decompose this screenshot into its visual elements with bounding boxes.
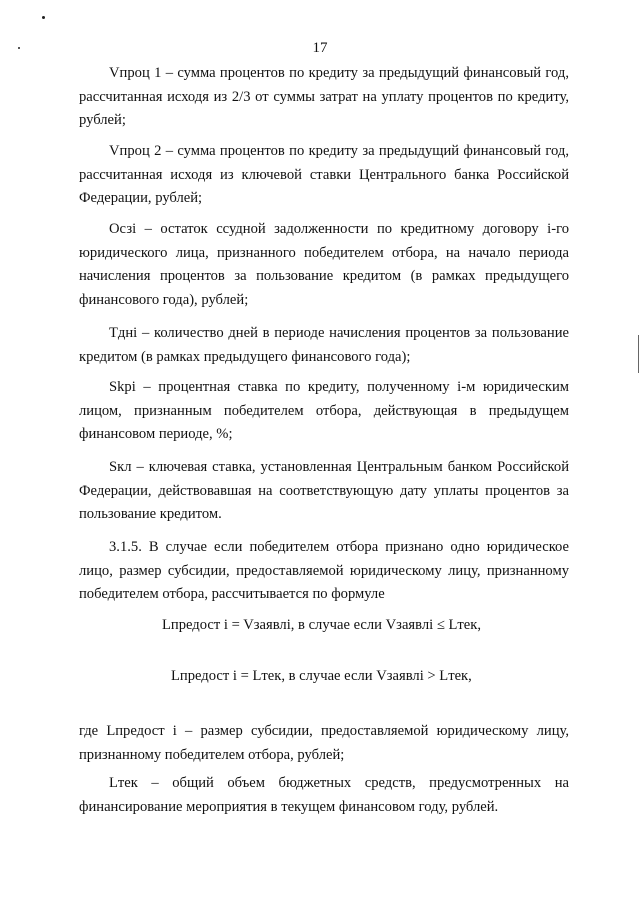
formula-2: Lпредост i = Lтек, в случае если Vзаявлi > Lтек, [171, 668, 472, 684]
definition-oszi: Осзi – остаток ссудной задолженности по кредитному договору i-го юридического лица, признанного победителем отбора, на начало периода начисления процентов за пользование кредитом (в рамках предыдущего финансового года), рублей; [79, 221, 569, 308]
definition-vproc1: Vпроц 1 – сумма процентов по кредиту за предыдущий финансовый год, рассчитанная исходя из 2/3 от суммы затрат на уплату процентов по кредиту, рублей; [79, 65, 569, 128]
scan-edge-line [638, 335, 639, 373]
scan-speck [42, 16, 45, 19]
definition-ltek: Lтек – общий объем бюджетных средств, предусмотренных на финансирование мероприятия в текущем финансовом году, рублей. [79, 775, 569, 815]
definition-skpi: Skрi – процентная ставка по кредиту, полученному i-м юридическим лицом, признанным победителем отбора, действующая в предыдущем финансовом периоде, %; [79, 379, 569, 442]
definition-vproc2: Vпроц 2 – сумма процентов по кредиту за предыдущий финансовый год, рассчитанная исходя из ключевой ставки Центрального банка Российской Федерации, рублей; [79, 143, 569, 206]
clause-3-1-5: 3.1.5. В случае если победителем отбора признано одно юридическое лицо, размер субсидии, предоставляемой юридическому лицу, признанному победителем отбора, рассчитывается по формуле [79, 539, 569, 602]
definition-skl: Sкл – ключевая ставка, установленная Центральным банком Российской Федерации, действовавшая на соответствующую дату уплаты процентов за пользование кредитом. [79, 459, 569, 522]
formula-1: Lпредост i = Vзаявлi, в случае если Vзаявлi ≤ Lтек, [162, 617, 481, 633]
page-number: 17 [312, 40, 328, 56]
definition-lpredost: где Lпредост i – размер субсидии, предоставляемой юридическому лицу, признанному победителем отбора, рублей; [79, 723, 569, 763]
definition-tdni: Tднi – количество дней в периоде начисления процентов за пользование кредитом (в рамках предыдущего финансового года); [79, 325, 569, 365]
